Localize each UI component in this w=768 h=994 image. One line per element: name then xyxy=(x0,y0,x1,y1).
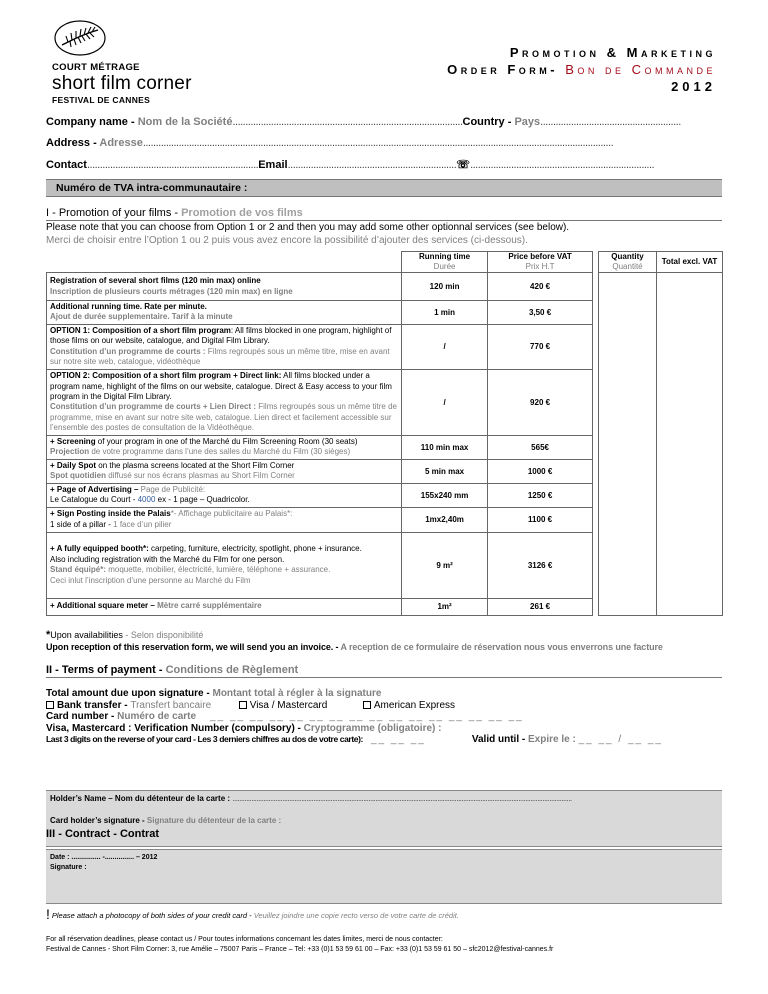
tva-field[interactable] xyxy=(46,179,722,197)
note-fr: Merci de choisir entre l’Option 1 ou 2 puis vous avez encore la possibilité d’ajouter des services (ci-dessous). xyxy=(46,234,528,246)
card-number-field[interactable]: __ __ __ __ __ __ __ __ __ __ __ __ __ __ __ __ xyxy=(210,711,524,722)
header-quantity: Quantity Quantité xyxy=(599,252,657,273)
company-label-fr: Nom de la Société xyxy=(137,116,233,128)
country-label: Country - xyxy=(462,116,515,128)
quantity-cell[interactable] xyxy=(599,483,657,507)
title-year: 2012 xyxy=(671,79,716,94)
holder-signature-field[interactable]: Card holder’s signature - Signature du détenteur de la carte : xyxy=(50,816,282,825)
section3-heading: III - Contract - Contrat xyxy=(46,828,160,840)
table-header-row xyxy=(47,252,723,273)
quantity-cell[interactable] xyxy=(599,435,657,459)
total-cell[interactable] xyxy=(657,369,723,435)
address-line xyxy=(46,137,722,149)
total-cell[interactable] xyxy=(657,507,723,532)
contact-label: Contact xyxy=(46,159,87,171)
table-row: Additional running time. Rate per minute. Ajout de durée supplementaire. Tarif à la minute 1 min 3,50 € xyxy=(47,301,723,325)
title-line1: Promotion & Marketing xyxy=(509,45,716,60)
logo-line3: FESTIVAL DE CANNES xyxy=(52,95,151,105)
section1-title-fr: Promotion de vos films xyxy=(181,207,303,219)
table-row: + Additional square meter – Mètre carré supplémentaire 1m² 261 € xyxy=(47,598,723,615)
total-cell[interactable] xyxy=(657,324,723,369)
total-cell[interactable] xyxy=(657,301,723,325)
bank-transfer-checkbox[interactable] xyxy=(46,701,54,709)
title-line2-fr: Bon de Commande xyxy=(565,62,716,77)
table-row: OPTION 1: Composition of a short film program: All films blocked in one program, highlight of those films on our website, catalogue, and Digital Film Library. Constitution d’un programme de courts : Films regroupés sous un même titre, mise en avant sur notre site web, catalogue, vidéothèque / 770 € xyxy=(47,324,723,369)
contract-box xyxy=(46,849,722,904)
quantity-cell[interactable] xyxy=(599,532,657,598)
expiry-field[interactable]: __ __ / __ __ xyxy=(578,734,663,745)
total-cell[interactable] xyxy=(657,532,723,598)
footer: For all réservation deadlines, please contact us / Pour toutes informations concernant les dates limites, merci de nous contacter: Festival de Cannes - Short Film Corner: 3, rue Amélie – 75007 Paris – France – Tel: +33 (0)1 53 59 61 00 – Fax: +33 (0)1 53 59 61 50 – sfc2012@festival-cannes.fr xyxy=(46,936,554,953)
order-table xyxy=(46,251,723,616)
address-label: Address - xyxy=(46,137,100,149)
total-cell[interactable] xyxy=(657,459,723,483)
tva-label: Numéro de TVA intra-communautaire : xyxy=(56,182,248,194)
section2-title-en: II - Terms of payment - xyxy=(46,664,166,676)
company-field[interactable]: .......................................................................................... xyxy=(232,116,463,128)
section1-note xyxy=(46,222,569,247)
contact-field[interactable]: ................................................................... xyxy=(86,159,259,171)
holder-name-field[interactable]: ..................................................................................................................................................................................................... xyxy=(232,794,572,803)
note-en: Please note that you can choose from Option 1 or 2 and then you may add some other optionnal services (see below). xyxy=(46,222,570,233)
header-running-time: Running time Durée xyxy=(402,252,488,273)
section2-title-fr: Conditions de Règlement xyxy=(165,664,299,676)
invoice-note: Upon reception of this reservation form, we will send you an invoice. - A reception de ce formulaire de réservation nous vous enverrons une facture xyxy=(46,642,663,652)
logo xyxy=(52,18,222,105)
contract-date-field[interactable]: Date : ............... -............... – 2012 xyxy=(50,854,158,861)
address-label-fr: Adresse xyxy=(99,137,143,149)
header-total: Total excl. VAT xyxy=(657,252,723,273)
total-cell[interactable] xyxy=(657,598,723,615)
payment-block: Total amount due upon signature - Montant total à régler à la signature Bank transfer - Transfert bancaire Visa / Mastercard American Express Card number - Numéro de carte __ __ __ __ __ __ __ __ __ __ __ __ __ __ __ __ Visa, Mastercard : Verification Number (compulsory) - Cryptogramme (obligatoire) : Last 3 digits on the reverse of your card - Les 3 derniers chiffres au dos de votre carte): __ __ __ Valid until - Expire le : __ __ / __ __ xyxy=(46,688,663,745)
title-line2-en: Order Form- xyxy=(447,62,566,77)
header-price: Price before VAT Prix H.T xyxy=(488,252,593,273)
contract-signature-field[interactable]: Signature : xyxy=(50,864,87,871)
company-label: Company name - xyxy=(46,116,138,128)
address-field[interactable]: ........................................................................................................................................................................................ xyxy=(142,137,614,149)
country-field[interactable]: ....................................................... xyxy=(540,116,681,128)
table-row: OPTION 2: Composition of a short film program + Direct link: All films blocked under a program name, highlight of the films on our website, catalogue. Direct & Easy access to your film program in the Digital Film Library. Constitution d’un programme de courts + Lien Direct : Films regroupés sous un même titre de programme, mise en avant sur notre site web, catalogue. Lien direct et facilement accessible sur l’ensemble des postes de consultation de la Vidéothèque. / 920 € xyxy=(47,369,723,435)
section2-heading xyxy=(46,664,722,678)
quantity-cell[interactable] xyxy=(599,459,657,483)
logo-line2: short film corner xyxy=(52,73,192,94)
country-label-fr: Pays xyxy=(514,116,541,128)
availability-note: *Upon availabilities - Selon disponibilité xyxy=(46,629,204,641)
table-row: Registration of several short films (120 min max) online Inscription de plusieurs courts métrages (120 min max) en ligne 120 min 420 € xyxy=(47,273,723,301)
phone-field[interactable]: ........................................................................ xyxy=(470,159,655,171)
table-row: + Daily Spot on the plasma screens located at the Short Film Corner Spot quotidien diffusé sur nos écrans plasmas au Short Film Corner 5 min max 1000 € xyxy=(47,459,723,483)
total-cell[interactable] xyxy=(657,483,723,507)
section1-title-en: I - Promotion of your films - xyxy=(46,207,182,219)
quantity-cell[interactable] xyxy=(599,507,657,532)
visa-checkbox[interactable] xyxy=(239,701,247,709)
quantity-cell[interactable] xyxy=(599,273,657,301)
section1-heading xyxy=(46,207,722,221)
email-label: Email xyxy=(258,159,288,171)
warning-icon: ! xyxy=(46,906,50,922)
cvv-field[interactable]: __ __ __ xyxy=(370,734,426,745)
table-row: + A fully equipped booth*: carpeting, furniture, electricity, spotlight, phone + insurance. Also including registration with the Marché du Film for one person. Stand équipé*: moquette, mobilier, électricité, lumière, téléphone + assurance. Ceci inlut l’inscription d’une personne au Marché du Film 9 m² 3126 € xyxy=(47,532,723,598)
amex-checkbox[interactable] xyxy=(363,701,371,709)
phone-icon: ☏ xyxy=(456,159,471,171)
card-holder-box: Holder’s Name – Nom du détenteur de la carte : ..................................................................................................................................................................................................... Card holder’s signature - Signature du détenteur de la carte : xyxy=(46,790,722,847)
palm-emblem-icon xyxy=(54,18,106,58)
email-field[interactable]: .................................................................. xyxy=(287,159,457,171)
attach-note: ! Please attach a photocopy of both sides of your credit card - Veuillez joindre une copie recto verso de votre carte de crédit. xyxy=(46,906,459,922)
quantity-cell[interactable] xyxy=(599,301,657,325)
table-row: + Screening of your program in one of the Marché du Film Screening Room (30 seats) Projection de votre programme dans l’une des salles du Marché du Film (30 sièges) 110 min max 565€ xyxy=(47,435,723,459)
company-country-line xyxy=(46,116,722,128)
document-title xyxy=(447,44,716,95)
table-row: + Sign Posting inside the Palais*- Affichage publicitaire au Palais*: 1 side of a pillar - 1 face d’un pilier 1mx2,40m 1100 € xyxy=(47,507,723,532)
quantity-cell[interactable] xyxy=(599,369,657,435)
total-cell[interactable] xyxy=(657,273,723,301)
table-row: + Page of Advertising – Page de Publicité: Le Catalogue du Court - 4000 ex - 1 page – Quadricolor. 155x240 mm 1250 € xyxy=(47,483,723,507)
quantity-cell[interactable] xyxy=(599,324,657,369)
logo-line1: COURT MÉTRAGE xyxy=(52,62,140,73)
quantity-cell[interactable] xyxy=(599,598,657,615)
contact-line xyxy=(46,158,722,171)
total-cell[interactable] xyxy=(657,435,723,459)
